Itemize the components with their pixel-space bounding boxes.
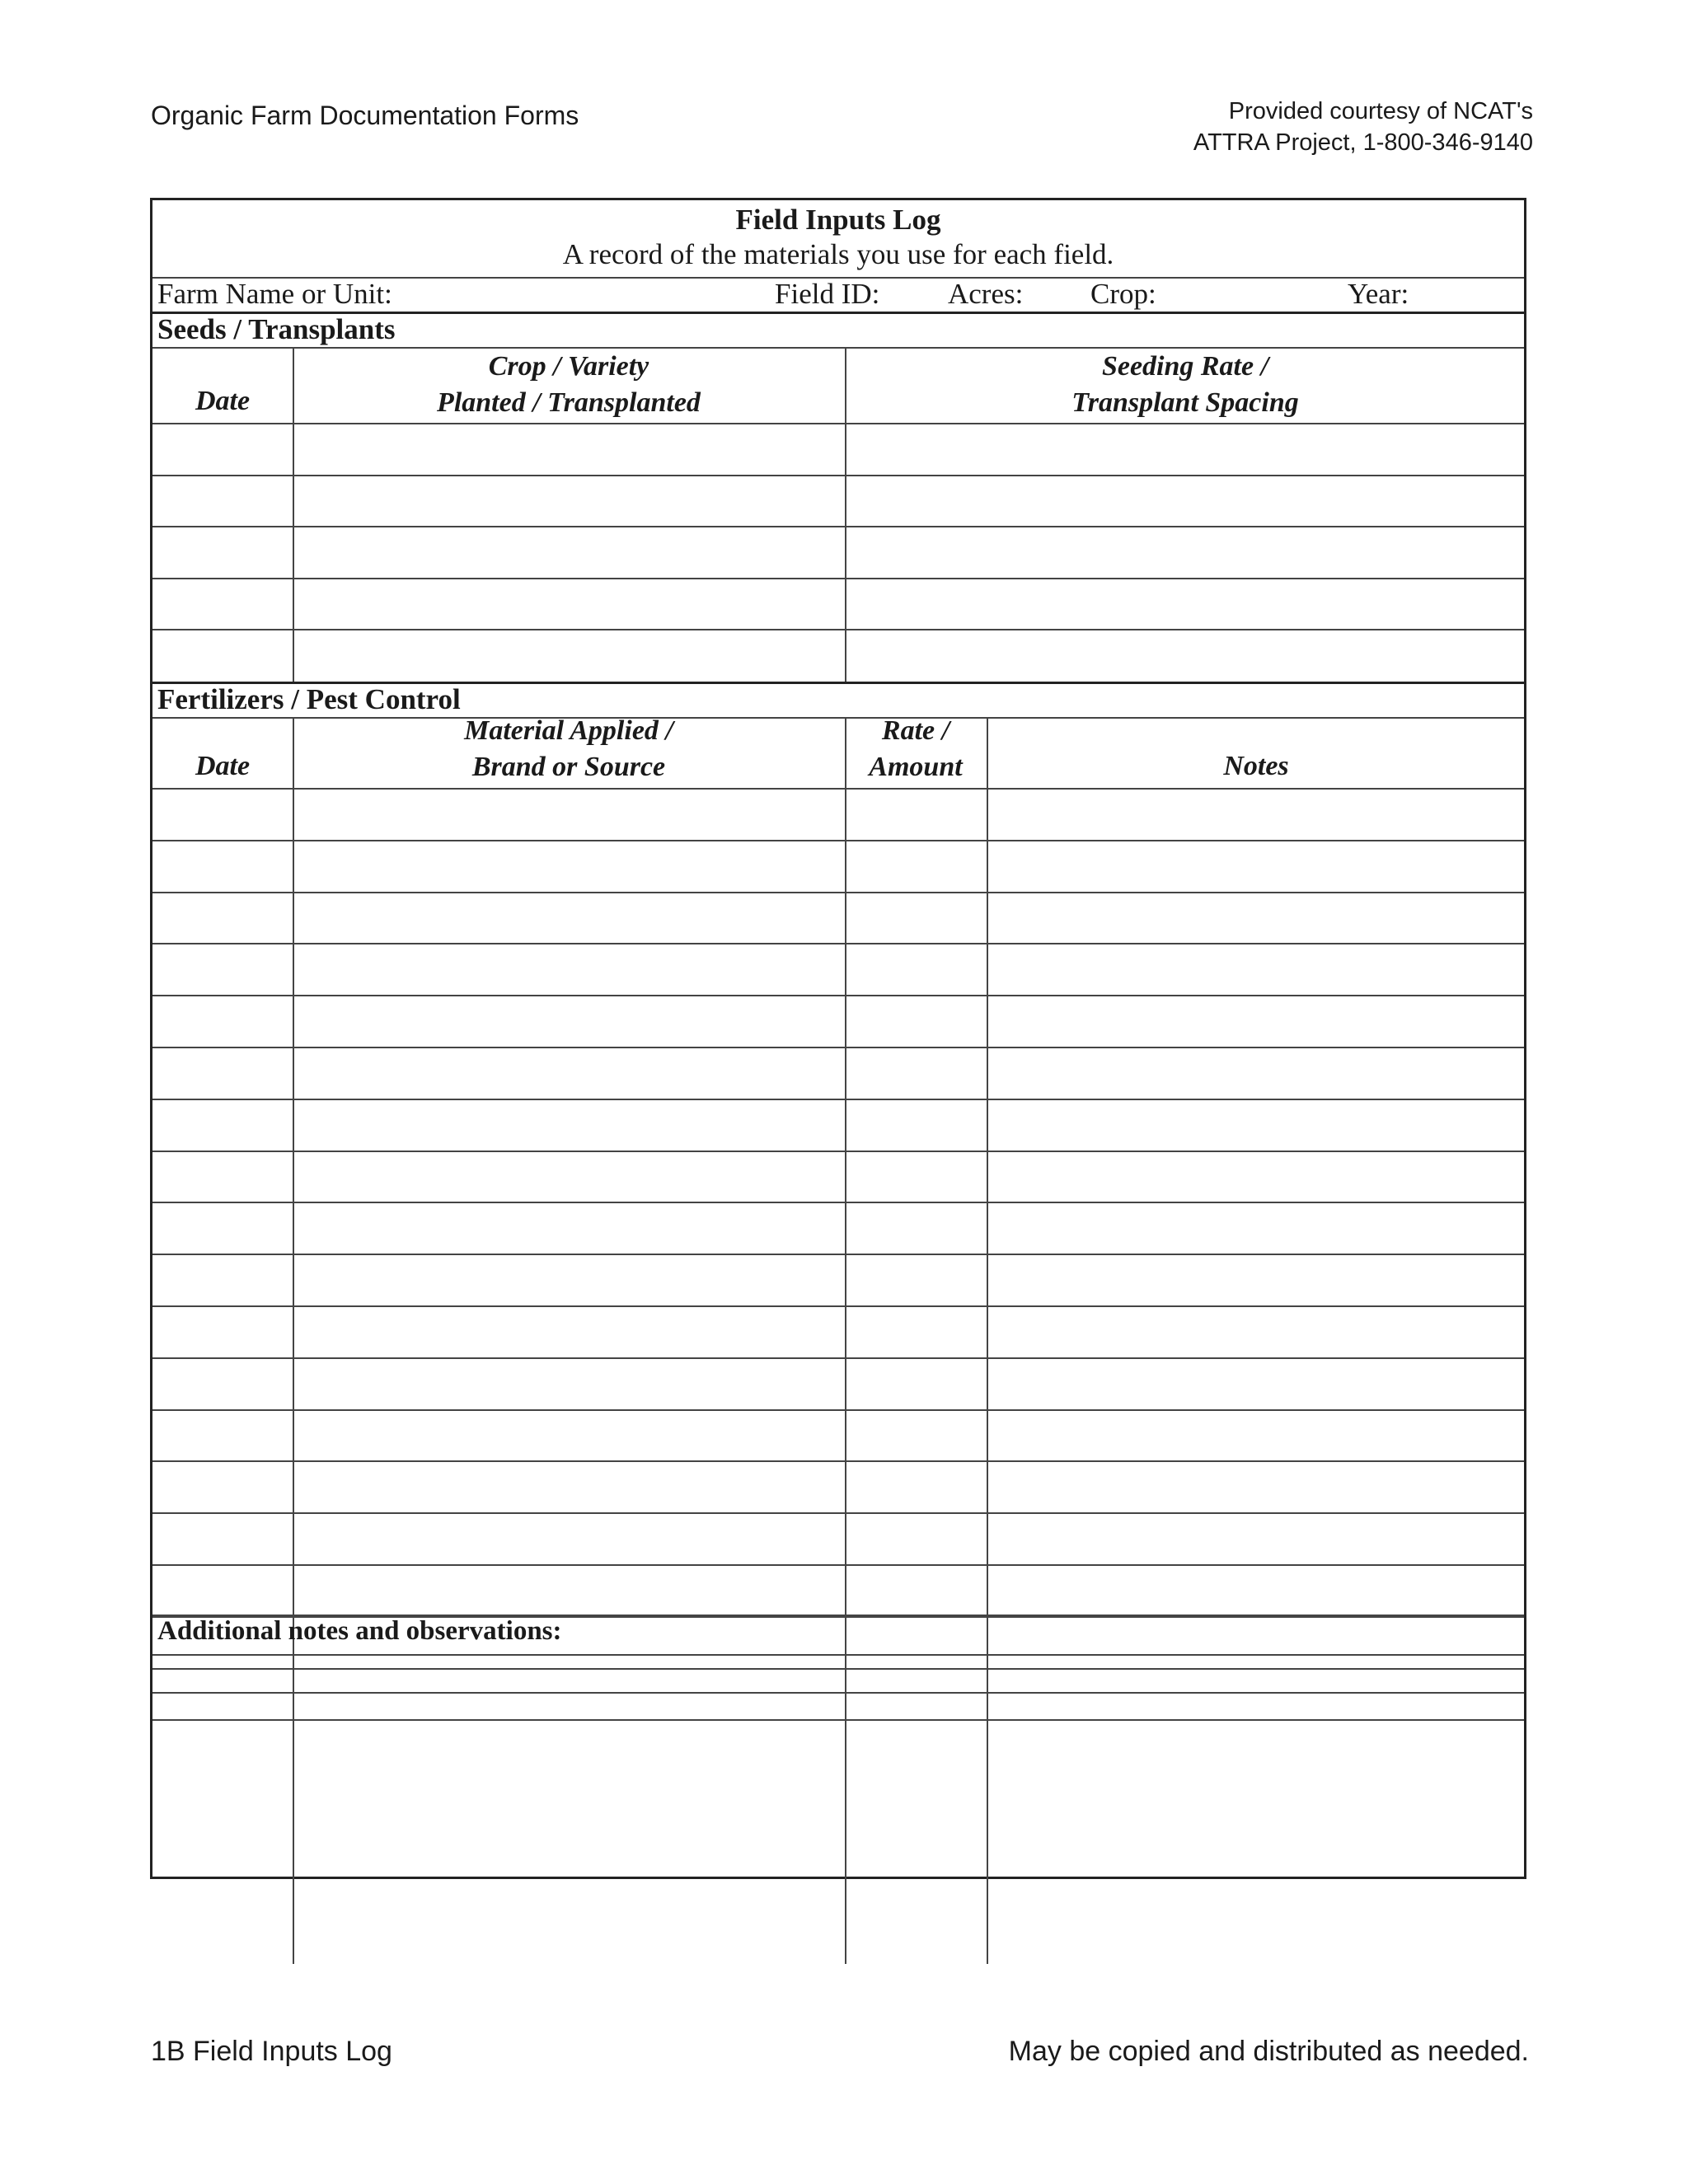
seeds-seeding-rate-cell[interactable]	[846, 579, 1524, 630]
seeds-col-crop-line1: Crop / Variety	[488, 351, 649, 382]
seeds-seeding-rate-cell[interactable]	[846, 527, 1524, 578]
fert-date-cell[interactable]	[154, 1048, 291, 1099]
fert-material-cell[interactable]	[294, 1100, 843, 1151]
fert-material-cell[interactable]	[294, 944, 843, 995]
fert-rate-cell[interactable]	[846, 1411, 985, 1461]
fert-date-cell[interactable]	[154, 841, 291, 892]
fert-notes-cell[interactable]	[988, 1307, 1524, 1357]
fert-rate-cell[interactable]	[846, 1359, 985, 1409]
fert-rate-cell[interactable]	[846, 996, 985, 1047]
fert-rate-cell[interactable]	[846, 893, 985, 944]
footer-copy-note: May be copied and distributed as needed.	[1008, 2036, 1529, 2067]
fert-date-cell[interactable]	[154, 1566, 291, 1616]
document-header-credit	[1193, 96, 1533, 158]
seeds-col-rate-line1: Seeding Rate /	[1101, 351, 1269, 382]
year-label: Year:	[1348, 278, 1409, 310]
field-id-label: Field ID:	[775, 278, 880, 310]
fert-date-cell[interactable]	[154, 1100, 291, 1151]
fert-material-cell[interactable]	[294, 841, 843, 892]
fert-notes-cell[interactable]	[988, 893, 1524, 944]
credit-line-1: Provided courtesy of NCAT's	[1228, 98, 1533, 124]
seeds-col-date: Date	[195, 386, 251, 416]
fert-material-cell[interactable]	[294, 1411, 843, 1461]
fert-notes-cell[interactable]	[988, 790, 1524, 840]
fert-col-material	[293, 713, 845, 785]
seeds-col-rate	[845, 349, 1526, 421]
crop-label: Crop:	[1090, 278, 1156, 310]
fert-notes-cell[interactable]	[988, 1411, 1524, 1461]
fert-col-notes: Notes	[1223, 751, 1289, 781]
fert-notes-cell[interactable]	[988, 1100, 1524, 1151]
fert-date-cell[interactable]	[154, 893, 291, 944]
fert-notes-cell[interactable]	[988, 1359, 1524, 1409]
farm-name-label: Farm Name or Unit:	[157, 278, 392, 310]
seeds-date-cell[interactable]	[154, 579, 291, 630]
seeds-col-crop-line2: Planted / Transplanted	[437, 387, 701, 418]
seeds-date-cell[interactable]	[154, 630, 291, 681]
fert-material-cell[interactable]	[294, 1255, 843, 1305]
fert-rate-cell[interactable]	[846, 944, 985, 995]
seeds-seeding-rate-cell[interactable]	[846, 424, 1524, 475]
fert-date-cell[interactable]	[154, 996, 291, 1047]
fert-date-cell[interactable]	[154, 1203, 291, 1254]
notes-line-2[interactable]	[152, 1693, 1524, 1730]
field-inputs-log-form	[150, 198, 1526, 1879]
seeds-section-title: Seeds / Transplants	[157, 313, 396, 345]
fert-rate-cell[interactable]	[846, 1462, 985, 1512]
fert-rate-cell[interactable]	[846, 1514, 985, 1564]
seeds-crop-variety-cell[interactable]	[294, 579, 843, 630]
fertilizers-section-title: Fertilizers / Pest Control	[157, 683, 461, 715]
fert-date-cell[interactable]	[154, 944, 291, 995]
fert-material-cell[interactable]	[294, 1462, 843, 1512]
fert-rate-cell[interactable]	[846, 1203, 985, 1254]
fert-date-cell[interactable]	[154, 1255, 291, 1305]
seeds-seeding-rate-cell[interactable]	[846, 630, 1524, 681]
fert-rate-cell[interactable]	[846, 790, 985, 840]
seeds-seeding-rate-cell[interactable]	[846, 476, 1524, 527]
seeds-crop-variety-cell[interactable]	[294, 527, 843, 578]
fert-rate-cell[interactable]	[846, 841, 985, 892]
fert-col-date: Date	[195, 751, 251, 781]
fert-col-material-line1: Material Applied /	[464, 715, 673, 746]
seeds-crop-variety-cell[interactable]	[294, 424, 843, 475]
fert-col-rate-line1: Rate /	[881, 715, 950, 746]
fert-notes-cell[interactable]	[988, 996, 1524, 1047]
fert-notes-cell[interactable]	[988, 1566, 1524, 1616]
fert-date-cell[interactable]	[154, 1307, 291, 1357]
fert-date-cell[interactable]	[154, 1462, 291, 1512]
fert-col-material-line2: Brand or Source	[471, 752, 666, 782]
fert-material-cell[interactable]	[294, 893, 843, 944]
form-subtitle: A record of the materials you use for each field.	[562, 238, 1114, 270]
fert-material-cell[interactable]	[294, 1048, 843, 1099]
seeds-date-cell[interactable]	[154, 476, 291, 527]
form-title: Field Inputs Log	[735, 204, 941, 236]
fert-notes-cell[interactable]	[988, 1203, 1524, 1254]
fert-material-cell[interactable]	[294, 1566, 843, 1616]
fert-date-cell[interactable]	[154, 1359, 291, 1409]
seeds-date-cell[interactable]	[154, 424, 291, 475]
fert-date-cell[interactable]	[154, 1152, 291, 1202]
fert-rate-cell[interactable]	[846, 1100, 985, 1151]
fert-material-cell[interactable]	[294, 1514, 843, 1564]
seeds-crop-variety-cell[interactable]	[294, 476, 843, 527]
fert-date-cell[interactable]	[154, 790, 291, 840]
fert-material-cell[interactable]	[294, 996, 843, 1047]
fert-material-cell[interactable]	[294, 1307, 843, 1357]
fert-material-cell[interactable]	[294, 1203, 843, 1254]
seeds-col-rate-line2: Transplant Spacing	[1071, 387, 1299, 418]
fert-rate-cell[interactable]	[846, 1152, 985, 1202]
seeds-crop-variety-cell[interactable]	[294, 630, 843, 681]
seeds-date-cell[interactable]	[154, 527, 291, 578]
fert-notes-cell[interactable]	[988, 1255, 1524, 1305]
fert-notes-cell[interactable]	[988, 944, 1524, 995]
notes-section-title: Additional notes and observations:	[157, 1616, 562, 1646]
acres-label: Acres:	[948, 278, 1024, 310]
fert-material-cell[interactable]	[294, 1152, 843, 1202]
fert-date-cell[interactable]	[154, 1411, 291, 1461]
fert-material-cell[interactable]	[294, 790, 843, 840]
fert-rate-cell[interactable]	[846, 1048, 985, 1099]
fert-notes-cell[interactable]	[988, 1152, 1524, 1202]
fert-rate-cell[interactable]	[846, 1255, 985, 1305]
notes-line-1[interactable]	[152, 1655, 1524, 1692]
fert-date-cell[interactable]	[154, 1514, 291, 1564]
fert-rate-cell[interactable]	[846, 1307, 985, 1357]
fert-col-rate-line2: Amount	[869, 752, 963, 782]
fert-material-cell[interactable]	[294, 1359, 843, 1409]
fert-notes-cell[interactable]	[988, 1048, 1524, 1099]
fert-notes-cell[interactable]	[988, 1514, 1524, 1564]
fert-col-rate	[845, 713, 987, 785]
seeds-col-crop	[293, 349, 845, 421]
fert-rate-cell[interactable]	[846, 1566, 985, 1616]
footer-form-id: 1B Field Inputs Log	[151, 2036, 392, 2067]
credit-line-2: ATTRA Project, 1-800-346-9140	[1193, 129, 1533, 156]
fert-notes-cell[interactable]	[988, 841, 1524, 892]
fert-notes-cell[interactable]	[988, 1462, 1524, 1512]
document-header-title: Organic Farm Documentation Forms	[151, 101, 579, 130]
